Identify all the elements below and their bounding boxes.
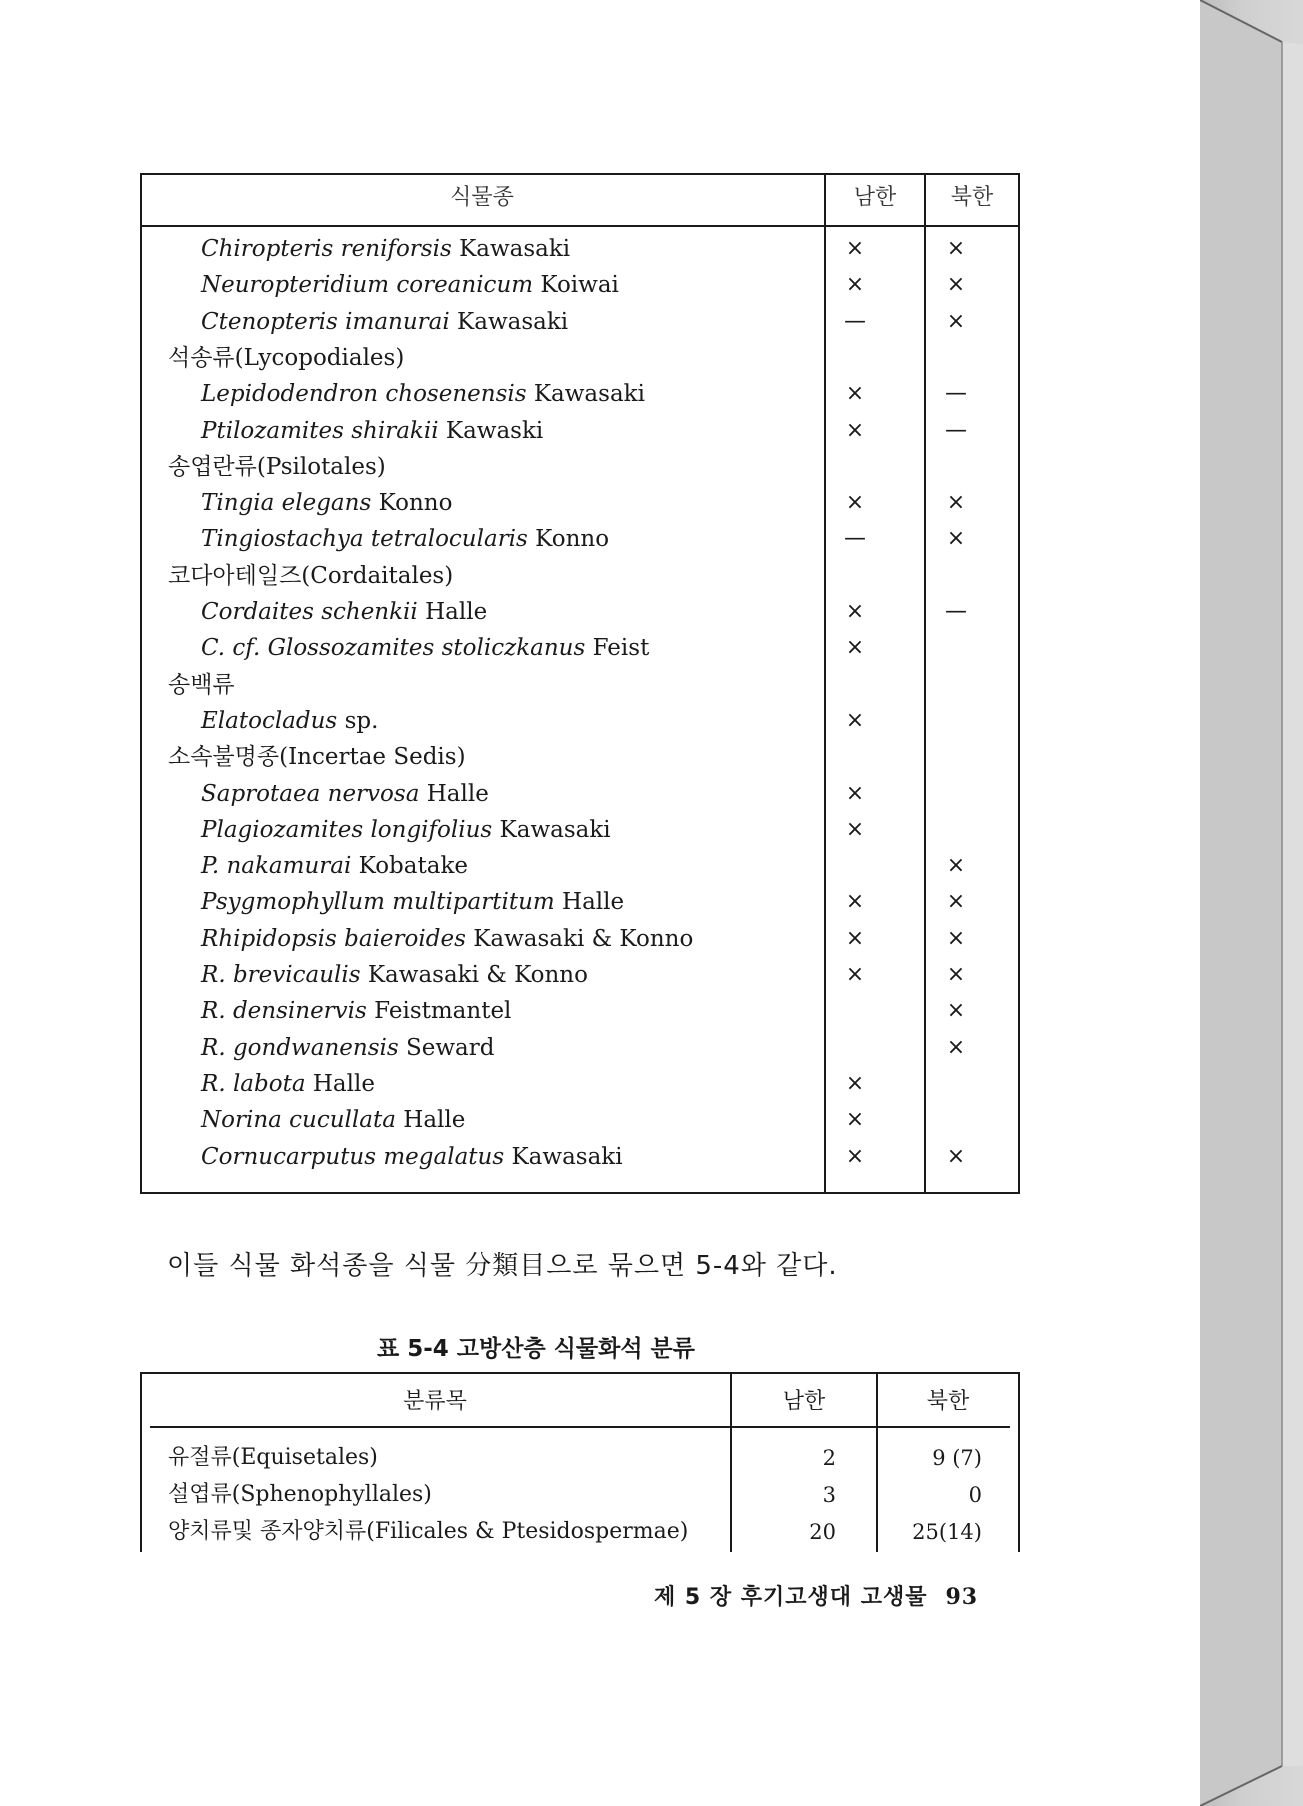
species-name — [201, 848, 468, 884]
epithet: longifolius — [370, 816, 493, 843]
species-name — [201, 304, 568, 340]
category-row — [140, 340, 1020, 376]
south-mark: × — [845, 417, 865, 443]
page-footer — [654, 1580, 978, 1611]
species-table — [140, 173, 1020, 1194]
species-name — [201, 812, 611, 848]
genus: Rhipidopsis — [201, 925, 337, 952]
south-count: 20 — [809, 1520, 836, 1544]
species-name — [201, 993, 511, 1029]
north-mark: × — [946, 962, 966, 987]
classification-row — [140, 1477, 1020, 1513]
epithet: nervosa — [327, 780, 420, 807]
author: Seward — [405, 1034, 495, 1061]
header-south: 남한 — [782, 1389, 826, 1414]
north-mark: × — [946, 272, 966, 298]
south-mark — [825, 848, 885, 884]
north-mark — [926, 1102, 986, 1138]
species-row — [140, 304, 1020, 340]
species-name — [201, 703, 378, 739]
south-mark: × — [845, 272, 865, 298]
species-row — [140, 957, 1020, 993]
epithet: cucullata — [289, 1107, 396, 1134]
author: Halle — [562, 889, 625, 916]
north-count: 9 (7) — [932, 1446, 982, 1470]
south-mark: × — [845, 962, 865, 987]
author: Kawasaki & Konno — [367, 962, 588, 988]
table-caption: 표 5-4 고방산층 식물화석 분류 — [377, 1336, 695, 1362]
category-label: 소속불명종(Incertae Sedis) — [168, 744, 466, 771]
header-rule — [140, 225, 1020, 227]
epithet: densinervis — [232, 998, 367, 1025]
category-row — [140, 558, 1020, 594]
author: Kawasaki — [499, 816, 611, 843]
epithet: nakamurai — [226, 853, 352, 880]
book-edge — [1200, 0, 1303, 1806]
epithet: labota — [232, 1070, 306, 1097]
genus: C. cf. Glossozamites — [201, 635, 435, 662]
species-name — [201, 594, 487, 630]
north-mark: × — [946, 490, 966, 516]
north-mark — [926, 703, 986, 739]
epithet: megalatus — [383, 1143, 505, 1170]
genus: Elatocladus — [201, 707, 338, 734]
north-mark: × — [946, 1143, 966, 1169]
table-bottom-rule — [140, 1192, 1020, 1194]
species-row — [140, 376, 1020, 412]
category-label: 송엽란류(Psilotales) — [168, 453, 386, 480]
genus: Lepidodendron — [201, 381, 379, 408]
north-mark: × — [946, 526, 966, 552]
species-row — [140, 1030, 1020, 1066]
north-mark: × — [946, 925, 966, 951]
author: Konno — [378, 490, 453, 517]
author: Kobatake — [358, 853, 468, 880]
epithet: elegans — [281, 490, 372, 517]
species-row — [140, 884, 1020, 920]
epithet: schenkii — [321, 599, 418, 625]
genus: Saprotaea — [201, 780, 321, 807]
genus: Tingiostachya — [201, 526, 364, 553]
genus: Norina — [201, 1107, 282, 1134]
genus: Psygmophyllum — [201, 889, 385, 916]
north-count: 0 — [968, 1483, 982, 1507]
header-rule — [150, 1426, 1010, 1428]
south-mark: × — [845, 1070, 865, 1096]
species-row — [140, 1066, 1020, 1102]
species-name — [201, 267, 619, 303]
south-mark — [825, 993, 885, 1029]
genus: Cordaites — [201, 599, 314, 625]
species-name — [201, 1030, 494, 1066]
author: Kawaski — [445, 417, 544, 444]
species-name — [201, 485, 452, 521]
species-row — [140, 776, 1020, 812]
epithet: reniforsis — [340, 236, 452, 262]
north-mark: — — [945, 417, 967, 443]
north-mark: — — [945, 599, 967, 624]
species-row — [140, 267, 1020, 303]
classification-row — [140, 1514, 1020, 1550]
species-name — [201, 231, 570, 267]
header-south: 남한 — [853, 185, 897, 210]
species-row — [140, 812, 1020, 848]
genus: R. — [201, 1070, 226, 1097]
author: Feistmantel — [374, 998, 512, 1025]
genus: R. — [201, 998, 226, 1025]
genus: Plagiozamites — [201, 816, 364, 843]
south-mark: — — [844, 526, 866, 552]
category-label: 코다아테일즈(Cordaitales) — [168, 562, 454, 589]
genus: Neuropteridium — [201, 272, 390, 299]
author: Halle — [403, 1107, 466, 1134]
south-mark — [825, 1030, 885, 1066]
epithet: gondwanensis — [232, 1034, 399, 1061]
north-mark: × — [946, 889, 966, 915]
species-name — [201, 884, 624, 920]
south-mark: × — [845, 816, 865, 842]
category-row — [140, 449, 1020, 485]
south-mark: × — [845, 889, 865, 915]
north-mark: — — [945, 381, 967, 407]
book-edge-shape — [1200, 0, 1303, 1806]
author: Feist — [592, 635, 650, 662]
epithet: brevicaulis — [232, 962, 361, 988]
south-mark: × — [845, 381, 865, 407]
species-row — [140, 231, 1020, 267]
author: Halle — [312, 1070, 375, 1097]
south-count: 3 — [822, 1483, 836, 1507]
chapter-title: 제 5 장 후기고생대 고생물 — [654, 1585, 928, 1610]
epithet: baieroides — [344, 925, 466, 952]
author: Kawasaki & Konno — [473, 925, 694, 952]
species-row — [140, 521, 1020, 557]
north-count: 25(14) — [912, 1520, 982, 1544]
genus: Ctenopteris — [201, 308, 338, 335]
genus: P. — [201, 853, 220, 880]
south-mark: × — [845, 1107, 865, 1133]
south-mark: × — [845, 1143, 865, 1169]
epithet: shirakii — [351, 417, 439, 444]
north-mark: × — [946, 308, 966, 334]
table-top-rule — [140, 1372, 1020, 1374]
genus: Tingia — [201, 490, 275, 517]
north-mark — [926, 1066, 986, 1102]
author: Halle — [425, 599, 488, 625]
epithet: chosenensis — [385, 381, 527, 408]
south-mark: × — [845, 490, 865, 516]
epithet: coreanicum — [396, 272, 534, 299]
south-mark: — — [844, 308, 866, 334]
epithet: imanurai — [345, 308, 450, 335]
order-name: 유절류(Equisetales) — [168, 1445, 378, 1470]
species-row — [140, 594, 1020, 630]
species-row — [140, 630, 1020, 666]
author: Koiwai — [540, 272, 619, 299]
author: Kawasaki — [459, 236, 571, 262]
author: Konno — [535, 526, 610, 553]
species-name — [201, 521, 609, 557]
intro-sentence: 이들 식물 화석종을 식물 分類目으로 묶으면 5-4와 같다. — [167, 1251, 838, 1281]
author: Kawasaki — [457, 308, 569, 335]
genus: Chiropteris — [201, 236, 334, 262]
north-mark: × — [946, 998, 966, 1024]
genus: R. — [201, 962, 226, 988]
south-mark: × — [845, 635, 865, 661]
species-name — [201, 1139, 623, 1175]
epithet: multipartitum — [392, 889, 555, 916]
species-row — [140, 485, 1020, 521]
north-mark — [926, 776, 986, 812]
header-north: 북한 — [950, 185, 994, 210]
north-mark — [926, 630, 986, 666]
genus: R. — [201, 1034, 226, 1061]
classification-row — [140, 1440, 1020, 1476]
species-name — [201, 1066, 375, 1102]
south-mark: × — [845, 599, 865, 624]
species-row — [140, 703, 1020, 739]
species-name — [201, 957, 588, 993]
species-row — [140, 993, 1020, 1029]
category-row — [140, 739, 1020, 775]
page-number: 93 — [945, 1584, 979, 1610]
species-row — [140, 1102, 1020, 1138]
category-label: 송백류 — [168, 671, 235, 698]
species-name — [201, 630, 649, 666]
author: Halle — [426, 780, 489, 807]
species-row — [140, 921, 1020, 957]
header-order: 분류목 — [403, 1389, 467, 1414]
epithet: stoliczkanus — [441, 635, 586, 662]
epithet: tetralocularis — [370, 526, 528, 553]
south-mark: × — [845, 925, 865, 951]
south-mark: × — [845, 236, 865, 261]
species-name — [201, 413, 543, 449]
order-name: 설엽류(Sphenophyllales) — [168, 1482, 432, 1507]
species-row — [140, 1139, 1020, 1175]
north-mark: × — [946, 1034, 966, 1060]
species-name — [201, 776, 489, 812]
order-name: 양치류및 종자양치류(Filicales & Ptesidospermae) — [168, 1519, 689, 1544]
species-name — [201, 1102, 465, 1138]
genus: Cornucarputus — [201, 1143, 377, 1170]
species-name — [201, 376, 645, 412]
genus: Ptilozamites — [201, 417, 344, 444]
category-row — [140, 667, 1020, 703]
south-mark: × — [845, 707, 865, 733]
author: Kawasaki — [511, 1143, 623, 1170]
south-count: 2 — [822, 1446, 836, 1470]
author: Kawasaki — [533, 381, 645, 408]
author: sp. — [344, 707, 379, 734]
species-name — [201, 921, 693, 957]
species-row — [140, 413, 1020, 449]
category-label: 석송류(Lycopodiales) — [168, 344, 405, 371]
north-mark: × — [946, 853, 966, 879]
header-species: 식물종 — [450, 185, 514, 210]
classification-table — [140, 1372, 1020, 1552]
header-north: 북한 — [926, 1389, 970, 1414]
north-mark: × — [946, 236, 966, 261]
north-mark — [926, 812, 986, 848]
species-row — [140, 848, 1020, 884]
south-mark: × — [845, 780, 865, 806]
